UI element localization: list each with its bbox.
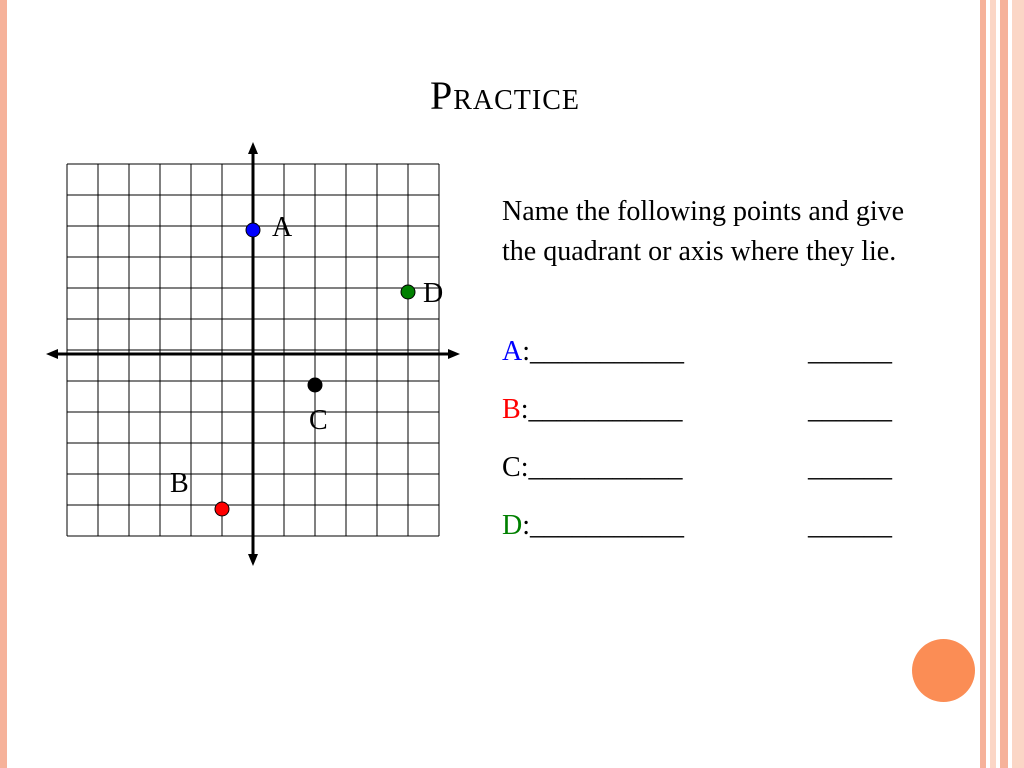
name-answer-blank: ___________ [530, 336, 685, 367]
x-axis-arrow-right [448, 349, 460, 359]
answer-row-c [502, 452, 892, 484]
point-a-marker [246, 223, 260, 237]
point-d-marker [401, 285, 415, 299]
answer-letter: B [502, 394, 521, 425]
name-answer-blank: ___________ [528, 394, 683, 425]
answer-row-d [502, 510, 892, 542]
answer-colon: : [522, 510, 531, 541]
point-a-label: A [272, 212, 293, 243]
point-b-marker [215, 502, 229, 516]
location-answer-blank: ______ [808, 394, 892, 425]
answer-letter: C [502, 452, 521, 483]
answer-letter: A [502, 336, 523, 367]
answer-letter: D [502, 510, 523, 541]
answer-row-b [502, 394, 892, 426]
point-c-marker [308, 378, 322, 392]
point-d-label: D [423, 278, 444, 309]
y-axis-arrow-down [248, 554, 258, 566]
answer-colon: : [520, 394, 529, 425]
slide-title: Practice [429, 73, 581, 118]
location-answer-blank: ______ [808, 510, 892, 541]
point-b-label: B [170, 468, 189, 499]
instructions-text: Name the following points and give the quadrant or axis where they lie. [502, 196, 905, 267]
location-answer-blank: ______ [808, 452, 892, 483]
name-answer-blank: ___________ [530, 510, 685, 541]
name-answer-blank: ___________ [528, 452, 683, 483]
y-axis-arrow-up [248, 142, 258, 154]
point-c-label: C [309, 405, 328, 436]
decorative-circle [912, 639, 975, 702]
answer-colon: : [522, 336, 531, 367]
answer-row-a [502, 336, 892, 368]
answer-colon: : [520, 452, 529, 483]
x-axis-arrow-left [46, 349, 58, 359]
location-answer-blank: ______ [808, 336, 892, 367]
